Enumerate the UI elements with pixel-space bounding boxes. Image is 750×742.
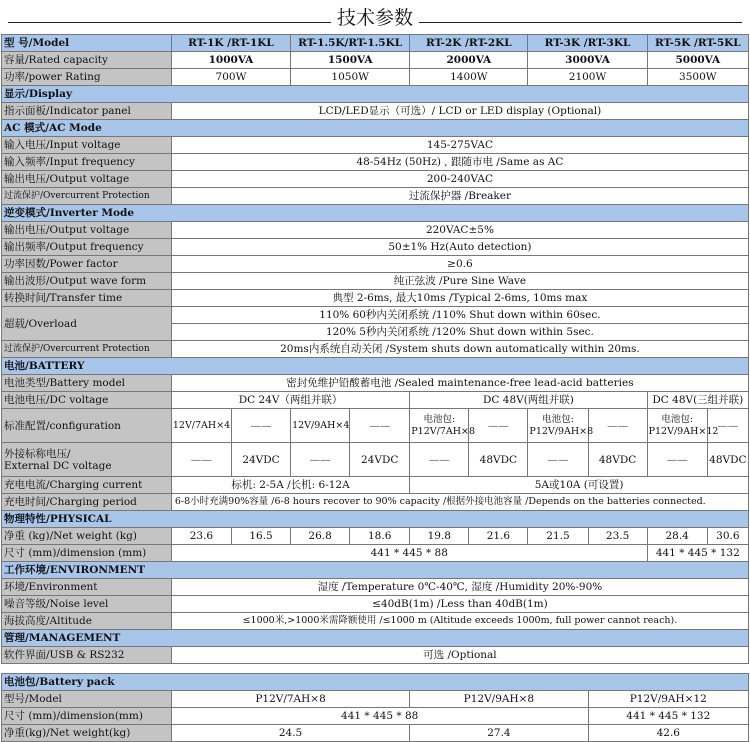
ac-input-frequency-value: 48-54Hz (50Hz) , 跟随市电 /Same as AC bbox=[171, 154, 748, 171]
config-pack-spec: P12V/9AH×12 bbox=[648, 425, 719, 437]
external-dc-cell: 48VDC bbox=[707, 443, 748, 477]
page-header bbox=[0, 0, 750, 34]
overload-line: 120% 5秒内关闭系统 /120% Shut down within 5sec. bbox=[171, 324, 748, 341]
external-dc-cell: 48VDC bbox=[469, 443, 528, 477]
config-cell: —— bbox=[469, 409, 528, 443]
pack-weight-cell: 27.4 bbox=[410, 725, 588, 742]
charging-current-cell: 5A或10A (可设置) bbox=[410, 477, 749, 494]
power-factor-value: ≥0.6 bbox=[171, 256, 748, 273]
power-cell: 1400W bbox=[410, 69, 528, 86]
external-dc-cell: —— bbox=[291, 443, 350, 477]
capacity-row bbox=[2, 52, 749, 69]
charging-period-label: 充电时间/Charging period bbox=[2, 494, 172, 511]
ac-input-voltage-label: 输入电压/Input voltage bbox=[2, 137, 172, 154]
net-weight-cell: 16.5 bbox=[231, 528, 290, 545]
power-cell: 700W bbox=[171, 69, 290, 86]
altitude-label: 海拔高度/Altitude bbox=[2, 613, 172, 630]
external-dc-label-line: External DC voltage bbox=[4, 459, 112, 472]
capacity-cell: 1000VA bbox=[171, 52, 290, 69]
external-dc-cell: —— bbox=[528, 443, 588, 477]
pack-model-cell: P12V/9AH×12 bbox=[588, 691, 748, 708]
net-weight-cell: 28.4 bbox=[647, 528, 707, 545]
section-physical: 物理特性/PHYSICAL bbox=[2, 511, 749, 528]
pack-weight-cell: 42.6 bbox=[588, 725, 748, 742]
config-pack-spec: P12V/9AH×8 bbox=[529, 425, 594, 437]
net-weight-cell: 19.8 bbox=[410, 528, 469, 545]
battery-model-value: 密封免维护铅酸蓄电池 /Sealed maintenance-free lead-acid batteries bbox=[171, 375, 748, 392]
transfer-time-label: 转换时间/Transfer time bbox=[2, 290, 172, 307]
external-dc-label bbox=[2, 443, 172, 477]
model-label: 型 号/Model bbox=[2, 35, 172, 52]
config-pack-spec: P12V/7AH×8 bbox=[411, 425, 476, 437]
net-weight-cell: 18.6 bbox=[350, 528, 410, 545]
config-cell: 12V/7AH×4 bbox=[171, 409, 231, 443]
net-weight-label: 净重 (kg)/Net weight (kg) bbox=[2, 528, 172, 545]
net-weight-cell: 26.8 bbox=[291, 528, 350, 545]
transfer-time-value: 典型 2-6ms, 最大10ms /Typical 2-6ms, 10ms max bbox=[171, 290, 748, 307]
charging-current-label: 充电电流/Charging current bbox=[2, 477, 172, 494]
external-dc-cell: 48VDC bbox=[588, 443, 647, 477]
config-cell: —— bbox=[588, 409, 647, 443]
model-cell: RT-5K /RT-5KL bbox=[647, 35, 748, 52]
environment-value: 湿度 /Temperature 0℃-40℃, 湿度 /Humidity 20%-90% bbox=[171, 579, 748, 596]
noise-level-value: ≤40dB(1m) /Less than 40dB(1m) bbox=[171, 596, 748, 613]
external-dc-label-line: 外接标称电压/ bbox=[4, 447, 71, 460]
config-pack-title: 电池包: bbox=[542, 413, 574, 425]
pack-model-cell: P12V/7AH×8 bbox=[171, 691, 409, 708]
pack-weight-cell: 24.5 bbox=[171, 725, 409, 742]
pack-model-cell: P12V/9AH×8 bbox=[410, 691, 588, 708]
software-interface-label: 软件界面/USB & RS232 bbox=[2, 647, 172, 664]
charging-current-cell: 标机: 2-5A /长机: 6-12A bbox=[171, 477, 409, 494]
config-cell: 12V/9AH×4 bbox=[291, 409, 350, 443]
ac-input-voltage-value: 145-275VAC bbox=[171, 137, 748, 154]
config-pack-title: 电池包: bbox=[661, 413, 694, 425]
ac-output-voltage-value: 200-240VAC bbox=[171, 171, 748, 188]
external-dc-cell: 24VDC bbox=[231, 443, 290, 477]
section-environment: 工作环境/ENVIRONMENT bbox=[2, 562, 749, 579]
dimension-label: 尺寸 (mm)/dimension (mm) bbox=[2, 545, 172, 562]
section-ac-mode: AC 模式/AC Mode bbox=[2, 120, 749, 137]
section-inverter-mode: 逆变模式/Inverter Mode bbox=[2, 205, 749, 222]
capacity-cell: 2000VA bbox=[410, 52, 528, 69]
net-weight-cell: 21.5 bbox=[528, 528, 588, 545]
capacity-cell: 3000VA bbox=[528, 52, 647, 69]
ac-overcurrent-value: 过流保护器 /Breaker bbox=[171, 188, 748, 205]
dc-voltage-cell: DC 24V（两组并联） bbox=[171, 392, 409, 409]
power-factor-label: 功率因数/Power factor bbox=[2, 256, 172, 273]
net-weight-cell: 23.5 bbox=[588, 528, 647, 545]
pack-weight-label: 净重(kg)/Net weight(kg) bbox=[2, 725, 172, 742]
dc-voltage-label: 电池电压/DC voltage bbox=[2, 392, 172, 409]
net-weight-cell: 21.6 bbox=[469, 528, 528, 545]
power-cell: 3500W bbox=[647, 69, 748, 86]
section-management: 管理/MANAGEMENT bbox=[2, 630, 749, 647]
capacity-cell: 1500VA bbox=[291, 52, 410, 69]
net-weight-cell: 30.6 bbox=[707, 528, 748, 545]
config-cell: —— bbox=[231, 409, 290, 443]
dimension-cell: 441 * 445 * 132 bbox=[647, 545, 748, 562]
external-dc-cell: —— bbox=[647, 443, 707, 477]
net-weight-cell: 23.6 bbox=[171, 528, 231, 545]
spec-table bbox=[1, 34, 749, 742]
wave-form-label: 输出波形/Output wave form bbox=[2, 273, 172, 290]
altitude-value: ≤1000米,>1000米需降额使用 /≤1000 m (Altitude exceeds 1000m, full power cannot reach). bbox=[171, 613, 748, 630]
dc-voltage-cell: DC 48V(三组并联) bbox=[647, 392, 748, 409]
config-cell bbox=[528, 409, 594, 443]
charging-period-value: 6-8小时充满90%容量 /6-8 hours recover to 90% capacity /根据外接电池容量 /Depends on the batteries connected. bbox=[171, 494, 748, 511]
model-cell: RT-1.5K/RT-1.5KL bbox=[291, 35, 410, 52]
model-row bbox=[2, 35, 749, 52]
power-cell: 1050W bbox=[291, 69, 410, 86]
inv-output-voltage-label: 输出电压/Output voltage bbox=[2, 222, 172, 239]
ac-output-voltage-label: 输出电压/Output voltage bbox=[2, 171, 172, 188]
inv-overcurrent-label: 过流保护/Overcurrent Protection bbox=[2, 341, 172, 358]
model-cell: RT-1K /RT-1KL bbox=[171, 35, 290, 52]
section-battery: 电池/BATTERY bbox=[2, 358, 749, 375]
section-battery-pack: 电池包/Battery pack bbox=[2, 674, 749, 691]
power-label: 功率/power Rating bbox=[2, 69, 172, 86]
external-dc-cell: —— bbox=[410, 443, 469, 477]
inv-overcurrent-value: 20ms内系统自动关闭 /System shuts down automatically within 20ms. bbox=[171, 341, 748, 358]
config-cell bbox=[410, 409, 476, 443]
config-label: 标准配置/configuration bbox=[2, 409, 172, 443]
config-cell bbox=[647, 409, 719, 443]
model-cell: RT-2K /RT-2KL bbox=[410, 35, 528, 52]
dc-voltage-cell: DC 48V(两组并联) bbox=[410, 392, 647, 409]
pack-dimension-cell: 441 * 445 * 132 bbox=[588, 708, 748, 725]
section-display: 显示/Display bbox=[2, 86, 749, 103]
pack-dimension-cell: 441 * 445 * 88 bbox=[171, 708, 588, 725]
indicator-panel-label: 指示面板/Indicator panel bbox=[2, 103, 172, 120]
model-cell: RT-3K /RT-3KL bbox=[528, 35, 647, 52]
config-cell: —— bbox=[707, 409, 748, 443]
config-cell: —— bbox=[350, 409, 410, 443]
capacity-cell: 5000VA bbox=[647, 52, 748, 69]
inv-output-frequency-value: 50±1% Hz(Auto detection) bbox=[171, 239, 748, 256]
power-cell: 2100W bbox=[528, 69, 647, 86]
overload-line: 110% 60秒内关闭系统 /110% Shut down within 60sec. bbox=[171, 307, 748, 324]
noise-level-label: 噪音等级/Noise level bbox=[2, 596, 172, 613]
ac-input-frequency-label: 输入频率/Input frequency bbox=[2, 154, 172, 171]
battery-model-label: 电池类型/Battery model bbox=[2, 375, 172, 392]
overload-label: 超载/Overload bbox=[2, 307, 172, 341]
external-dc-cell: 24VDC bbox=[350, 443, 410, 477]
pack-model-label: 型号/Model bbox=[2, 691, 172, 708]
inv-output-frequency-label: 输出频率/Output frequency bbox=[2, 239, 172, 256]
external-dc-cell: —— bbox=[171, 443, 231, 477]
power-row bbox=[2, 69, 749, 86]
pack-dimension-label: 尺寸 (mm)/dimension(mm) bbox=[2, 708, 172, 725]
ac-overcurrent-label: 过流保护/Overcurrent Protection bbox=[2, 188, 172, 205]
inv-output-voltage-value: 220VAC±5% bbox=[171, 222, 748, 239]
config-pack-title: 电池包: bbox=[423, 413, 456, 425]
software-interface-value: 可选 /Optional bbox=[171, 647, 748, 664]
dimension-cell: 441 * 445 * 88 bbox=[171, 545, 647, 562]
environment-label: 环境/Environment bbox=[2, 579, 172, 596]
capacity-label: 容量/Rated capacity bbox=[2, 52, 172, 69]
indicator-panel-value: LCD/LED显示（可选）/ LCD or LED display (Optional) bbox=[171, 103, 748, 120]
page-title: 技术参数 bbox=[331, 7, 419, 29]
table-spacer bbox=[2, 664, 749, 674]
wave-form-value: 纯正弦波 /Pure Sine Wave bbox=[171, 273, 748, 290]
